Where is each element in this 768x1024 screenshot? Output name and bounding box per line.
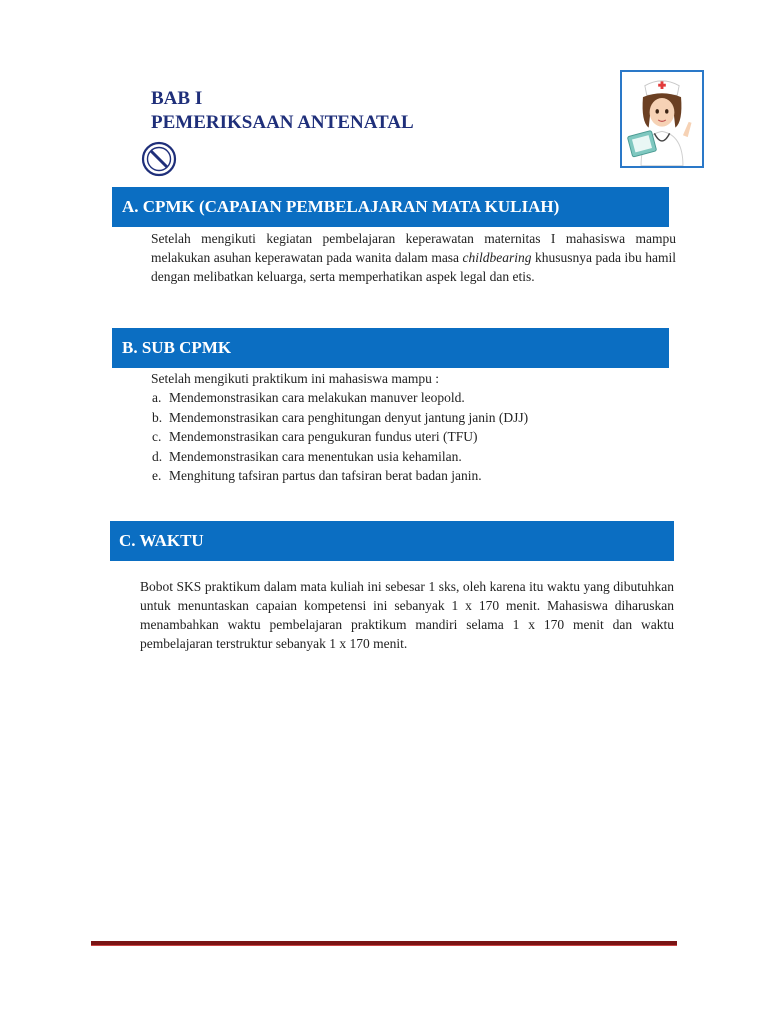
section-a-paragraph (151, 229, 676, 286)
list-marker: e. (152, 468, 162, 483)
section-a-text-end: khususnya pada ibu hamil dengan melibatkan keluarga, serta memperhatikan aspek legal dan etis. (151, 250, 676, 284)
section-b-list (152, 388, 528, 486)
section-a-header: A. CPMK (CAPAIAN PEMBELAJARAN MATA KULIAH) (112, 187, 669, 227)
section-a-text-italic: childbearing (462, 250, 532, 265)
list-item (152, 466, 528, 486)
list-item (152, 427, 528, 447)
list-marker: a. (152, 390, 162, 405)
chapter-title-block (151, 87, 414, 135)
list-text: Mendemonstrasikan cara pengukuran fundus uteri (TFU) (169, 429, 478, 444)
list-item (152, 408, 528, 428)
section-c-paragraph: Bobot SKS praktikum dalam mata kuliah ini sebesar 1 sks, oleh karena itu waktu yang dibutuhkan untuk menuntaskan capaian kompetensi ini sebanyak 1 x 170 menit. Mahasiswa diharuskan menambahkan waktu pembelajaran praktikum mandiri selama 1 x 170 menit dan waktu pembelajaran terstruktur sebanyak 1 x 170 menit. (140, 579, 674, 651)
nurse-illustration (620, 70, 704, 168)
list-marker: b. (152, 409, 163, 425)
list-marker: d. (152, 448, 163, 464)
list-item (152, 388, 528, 408)
footer-divider (91, 941, 677, 946)
nurse-icon (622, 72, 702, 166)
prohibited-icon (141, 141, 177, 177)
chapter-label: BAB I (151, 88, 203, 109)
list-text: Menghitung tafsiran partus dan tafsiran berat badan janin. (169, 468, 482, 483)
list-text: Mendemonstrasikan cara melakukan manuver leopold. (169, 390, 465, 405)
section-c-header: C. WAKTU (110, 521, 674, 561)
list-marker: c. (152, 429, 162, 444)
list-text: Mendemonstrasikan cara menentukan usia kehamilan. (169, 448, 462, 464)
list-item (152, 447, 528, 467)
section-a-text-start: Setelah mengikuti kegiatan pembelajaran keperawatan maternitas I mahasiswa mampu melakukan asuhan keperawatan pada wanita dalam masa (151, 231, 676, 265)
section-b-header: B. SUB CPMK (112, 328, 669, 368)
chapter-title: PEMERIKSAAN ANTENATAL (151, 112, 414, 133)
list-text: Mendemonstrasikan cara penghitungan denyut jantung janin (DJJ) (169, 409, 529, 425)
section-b-intro: Setelah mengikuti praktikum ini mahasiswa mampu : (151, 371, 439, 386)
